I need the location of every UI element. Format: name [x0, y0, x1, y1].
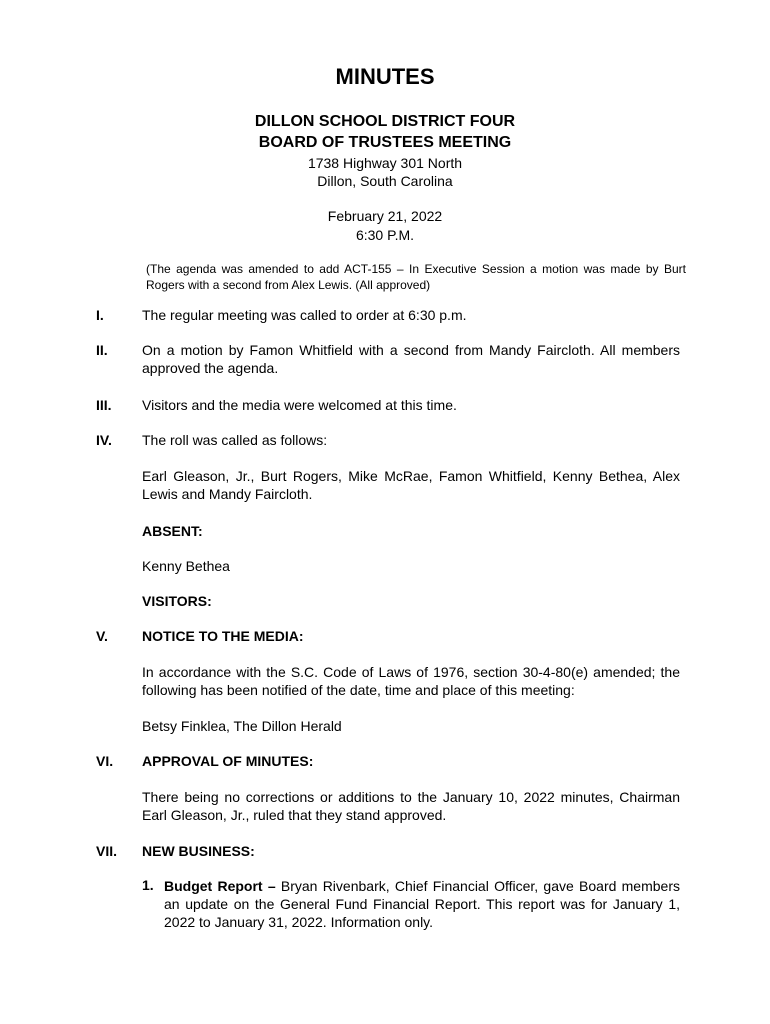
absent-members: Kenny Bethea	[142, 558, 230, 574]
meeting-name: BOARD OF TRUSTEES MEETING	[258, 134, 512, 151]
minutes-approval-text: There being no corrections or additions to the January 10, 2022 minutes, Chairman Earl Gleason, Jr., ruled that they stand approved.	[142, 789, 680, 823]
section-number: I.	[96, 307, 104, 323]
address-line-2: Dillon, South Carolina	[317, 173, 453, 189]
minutes-approval-heading: APPROVAL OF MINUTES:	[142, 753, 314, 769]
call-to-order-text: The regular meeting was called to order at 6:30 p.m.	[142, 307, 467, 323]
section-number: VI.	[96, 753, 114, 769]
section-number: VII.	[96, 843, 118, 859]
agenda-amendment-note: (The agenda was amended to add ACT-155 – In Executive Session a motion was made by Burt Rogers with a second from Alex Lewis. (All approved)	[146, 262, 686, 292]
agenda-approval-text: On a motion by Famon Whitfield with a second from Mandy Faircloth. All members approved the agenda.	[142, 342, 680, 376]
budget-report-text: Bryan Rivenbark, Chief Financial Officer, gave Board members an update on the General Fund Financial Report. This report was for January 1, 2022 to January 31, 2022. Information only.	[164, 878, 680, 930]
visitors-label: VISITORS:	[142, 593, 212, 609]
roll-call-text: The roll was called as follows:	[142, 432, 328, 448]
address-line-1: 1738 Highway 301 North	[307, 155, 463, 171]
notified-party: Betsy Finklea, The Dillon Herald	[142, 718, 342, 734]
budget-report-title: Budget Report –	[164, 878, 276, 894]
members-list: Earl Gleason, Jr., Burt Rogers, Mike McRae, Famon Whitfield, Kenny Bethea, Alex Lewis and Mandy Faircloth.	[142, 468, 680, 502]
document-title: MINUTES	[335, 64, 435, 89]
absent-label: ABSENT:	[142, 523, 203, 539]
new-business-heading: NEW BUSINESS:	[142, 843, 255, 859]
list-item	[164, 877, 680, 931]
district-name: DILLON SCHOOL DISTRICT FOUR	[254, 113, 516, 130]
section-number: IV.	[96, 432, 112, 448]
meeting-date: February 21, 2022	[327, 208, 443, 224]
meeting-time: 6:30 P.M.	[355, 227, 415, 243]
section-number: II.	[96, 342, 108, 358]
section-number: III.	[96, 397, 112, 413]
media-notice-text: In accordance with the S.C. Code of Laws of 1976, section 30-4-80(e) amended; the following has been notified of the date, time and place of this meeting:	[142, 664, 680, 698]
visitors-welcome-text: Visitors and the media were welcomed at this time.	[142, 397, 457, 413]
list-item-number: 1.	[142, 877, 154, 893]
media-notice-heading: NOTICE TO THE MEDIA:	[142, 628, 304, 644]
section-number: V.	[96, 628, 108, 644]
